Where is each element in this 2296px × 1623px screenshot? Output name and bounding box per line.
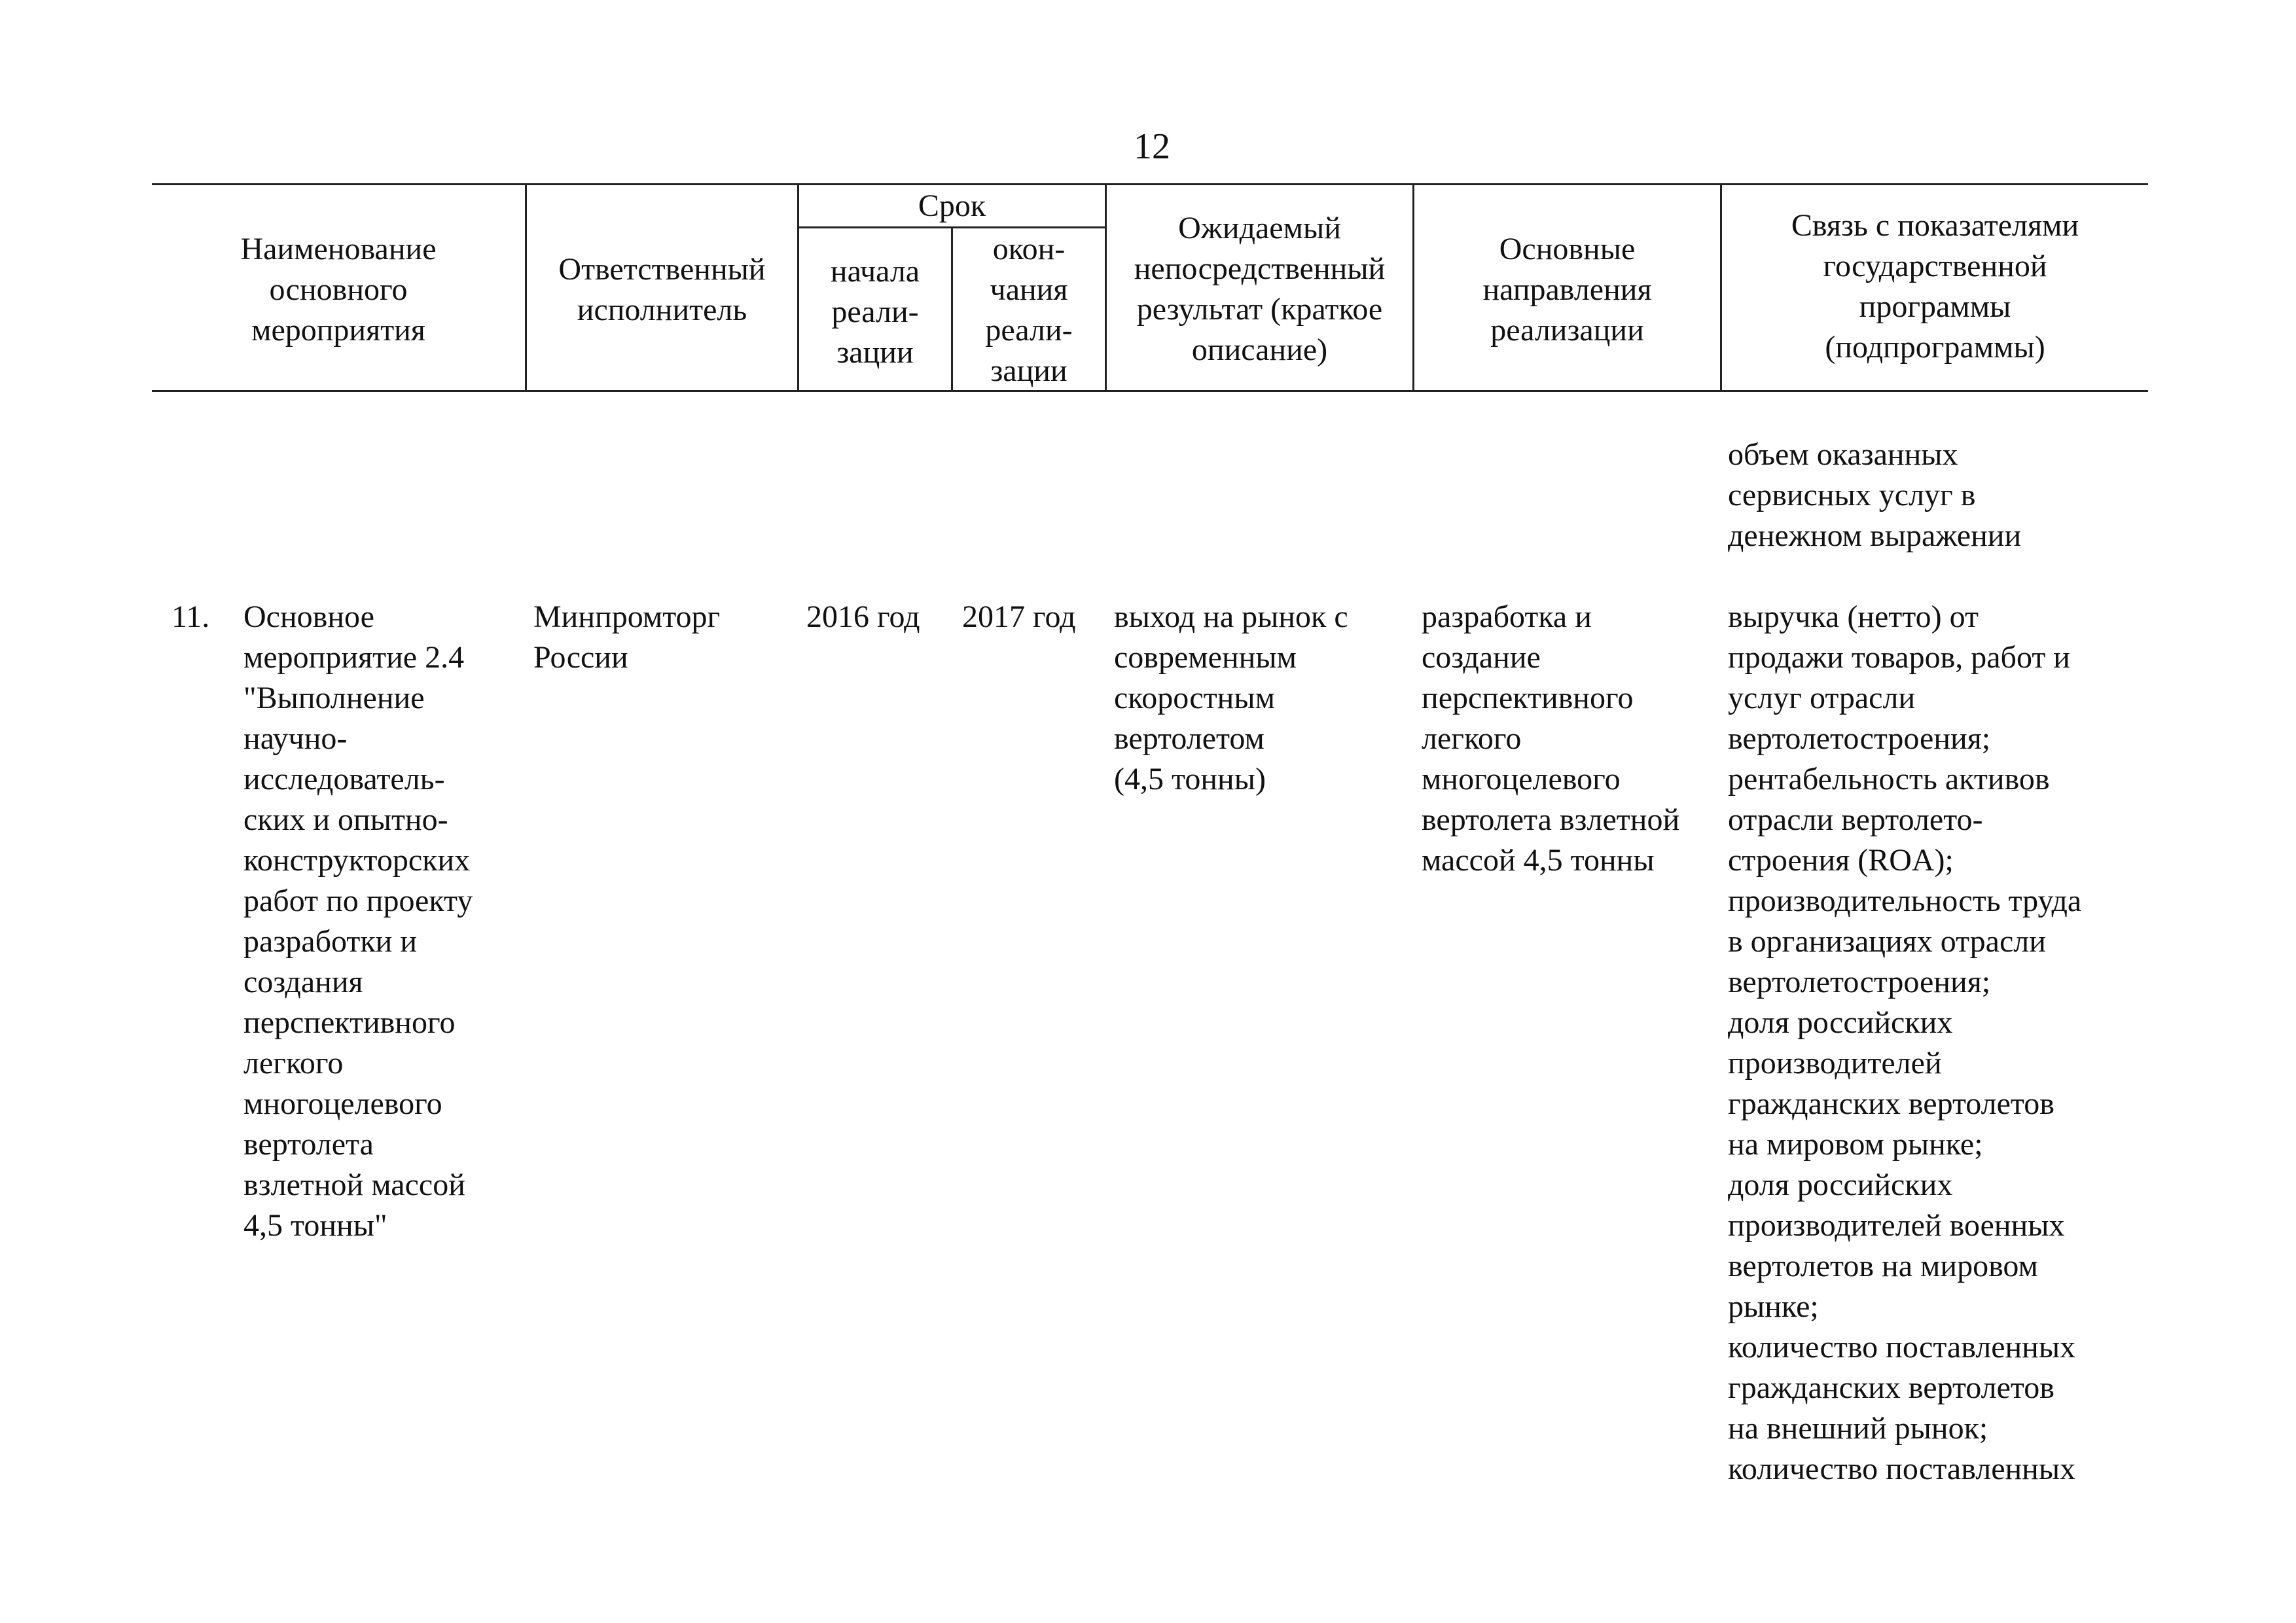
row-result: выход на рынок с современным скоростным вертолетом (4,5 тонны)	[1114, 599, 1348, 796]
row-name: Основное мероприятие 2.4 "Выполнение научно- исследователь- ских и опытно- конструкторских работ по проекту разработки и создания перспективного легкого многоцелевого вертолета взлетной массой 4,5 тонны"	[243, 599, 473, 1243]
row-end: 2017 год	[962, 599, 1076, 634]
row-directions: разработка и создание перспективного легкого многоцелевого вертолета взлетной массой 4,5 тонны	[1422, 599, 1680, 878]
page-number: 12	[1134, 126, 1170, 167]
header-start: начала реали- зации	[830, 254, 920, 370]
table-top-rule	[152, 183, 2148, 185]
header-end: окон- чания реали- зации	[985, 232, 1073, 388]
row-number: 11.	[171, 599, 210, 634]
row-start: 2016 год	[806, 599, 920, 634]
header-term: Срок	[918, 188, 986, 223]
row-link: выручка (нетто) от продажи товаров, работ и услуг отрасли вертолетостроения; рентабельность активов отрасли вертолето- строения (ROA); производительность труда в организациях отрасли вертолетостроения; доля российских производителей гражданских вертолетов на мировом рынке; доля российских производителей военных вертолетов на мировом рынке; количество поставленных гражданских вертолетов на внешний рынок; количество поставленных	[1728, 599, 2082, 1486]
header-name: Наименование основного мероприятия	[240, 232, 437, 348]
header-link: Связь с показателями государственной программы (подпрограммы)	[1791, 208, 2079, 365]
continuation-link-text: объем оказанных сервисных услуг в денежном выражении	[1728, 437, 2022, 553]
header-directions: Основные направления реализации	[1482, 232, 1652, 348]
header-result: Ожидаемый непосредственный результат (краткое описание)	[1134, 211, 1386, 367]
table-header-bottom-rule	[152, 390, 2148, 392]
row-executor: Минпромторг России	[533, 599, 721, 675]
header-executor: Ответственный исполнитель	[558, 252, 766, 327]
